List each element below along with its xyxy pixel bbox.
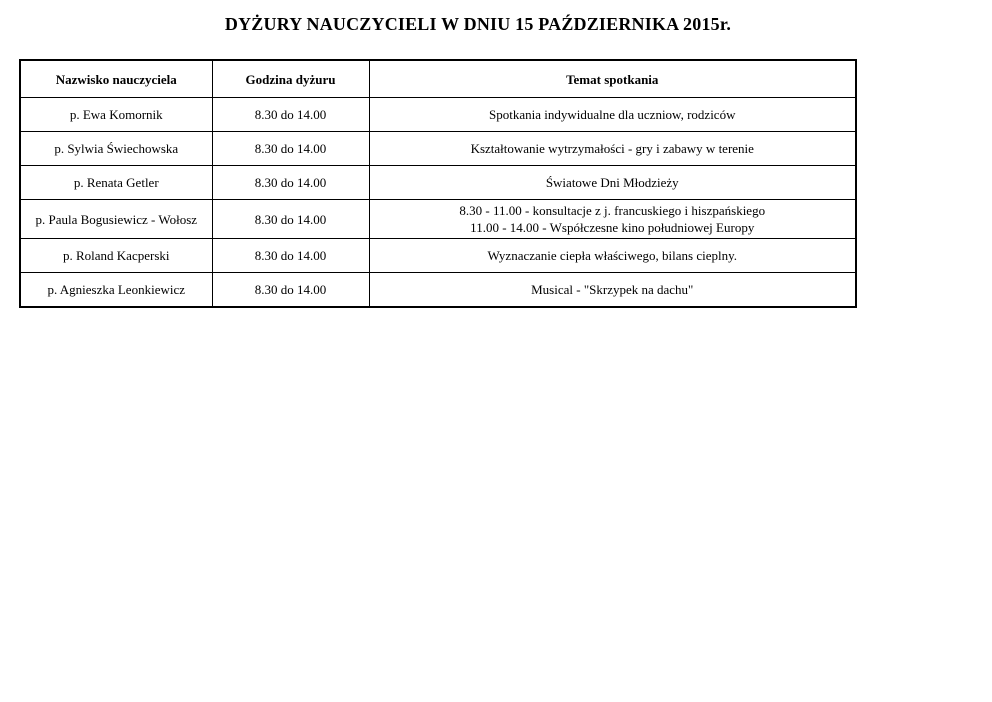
table-header-row	[20, 60, 856, 98]
teacher-name-cell: p. Ewa Komornik	[20, 98, 212, 132]
duty-time-cell: 8.30 do 14.00	[212, 200, 369, 239]
header-duty-time: Godzina dyżuru	[212, 60, 369, 98]
header-teacher-name: Nazwisko nauczyciela	[20, 60, 212, 98]
meeting-topic-cell	[369, 273, 856, 308]
duty-time-cell: 8.30 do 14.00	[212, 273, 369, 308]
table-row	[20, 200, 856, 239]
table-row	[20, 273, 856, 308]
topic-line: 11.00 - 14.00 - Współczesne kino południowej Europy	[470, 220, 755, 235]
topic-line: Spotkania indywidualne dla uczniow, rodziców	[489, 107, 736, 122]
meeting-topic-cell	[369, 98, 856, 132]
duty-time-cell: 8.30 do 14.00	[212, 166, 369, 200]
duty-time-cell: 8.30 do 14.00	[212, 98, 369, 132]
teacher-name-cell: p. Roland Kacperski	[20, 239, 212, 273]
topic-line: Musical - "Skrzypek na dachu"	[531, 282, 694, 297]
topic-line: Kształtowanie wytrzymałości - gry i zabawy w terenie	[470, 141, 754, 156]
table-row	[20, 166, 856, 200]
table-row	[20, 239, 856, 273]
page-title: DYŻURY NAUCZYCIELI W DNIU 15 PAŹDZIERNIKA 2015r.	[224, 14, 732, 34]
table-row	[20, 132, 856, 166]
duty-table	[19, 59, 857, 308]
topic-line: Wyznaczanie ciepła właściwego, bilans cieplny.	[487, 248, 738, 263]
teacher-name-cell: p. Agnieszka Leonkiewicz	[20, 273, 212, 308]
meeting-topic-cell	[369, 239, 856, 273]
duty-time-cell: 8.30 do 14.00	[212, 132, 369, 166]
topic-line: 8.30 - 11.00 - konsultacje z j. francuskiego i hiszpańskiego	[459, 203, 766, 218]
meeting-topic-cell	[369, 132, 856, 166]
topic-line: Światowe Dni Młodzieży	[545, 175, 679, 190]
table-row	[20, 98, 856, 132]
meeting-topic-cell	[369, 200, 856, 239]
teacher-name-cell: p. Paula Bogusiewicz - Wołosz	[20, 200, 212, 239]
header-meeting-topic: Temat spotkania	[369, 60, 856, 98]
teacher-name-cell: p. Sylwia Świechowska	[20, 132, 212, 166]
teacher-name-cell: p. Renata Getler	[20, 166, 212, 200]
duty-time-cell: 8.30 do 14.00	[212, 239, 369, 273]
meeting-topic-cell	[369, 166, 856, 200]
